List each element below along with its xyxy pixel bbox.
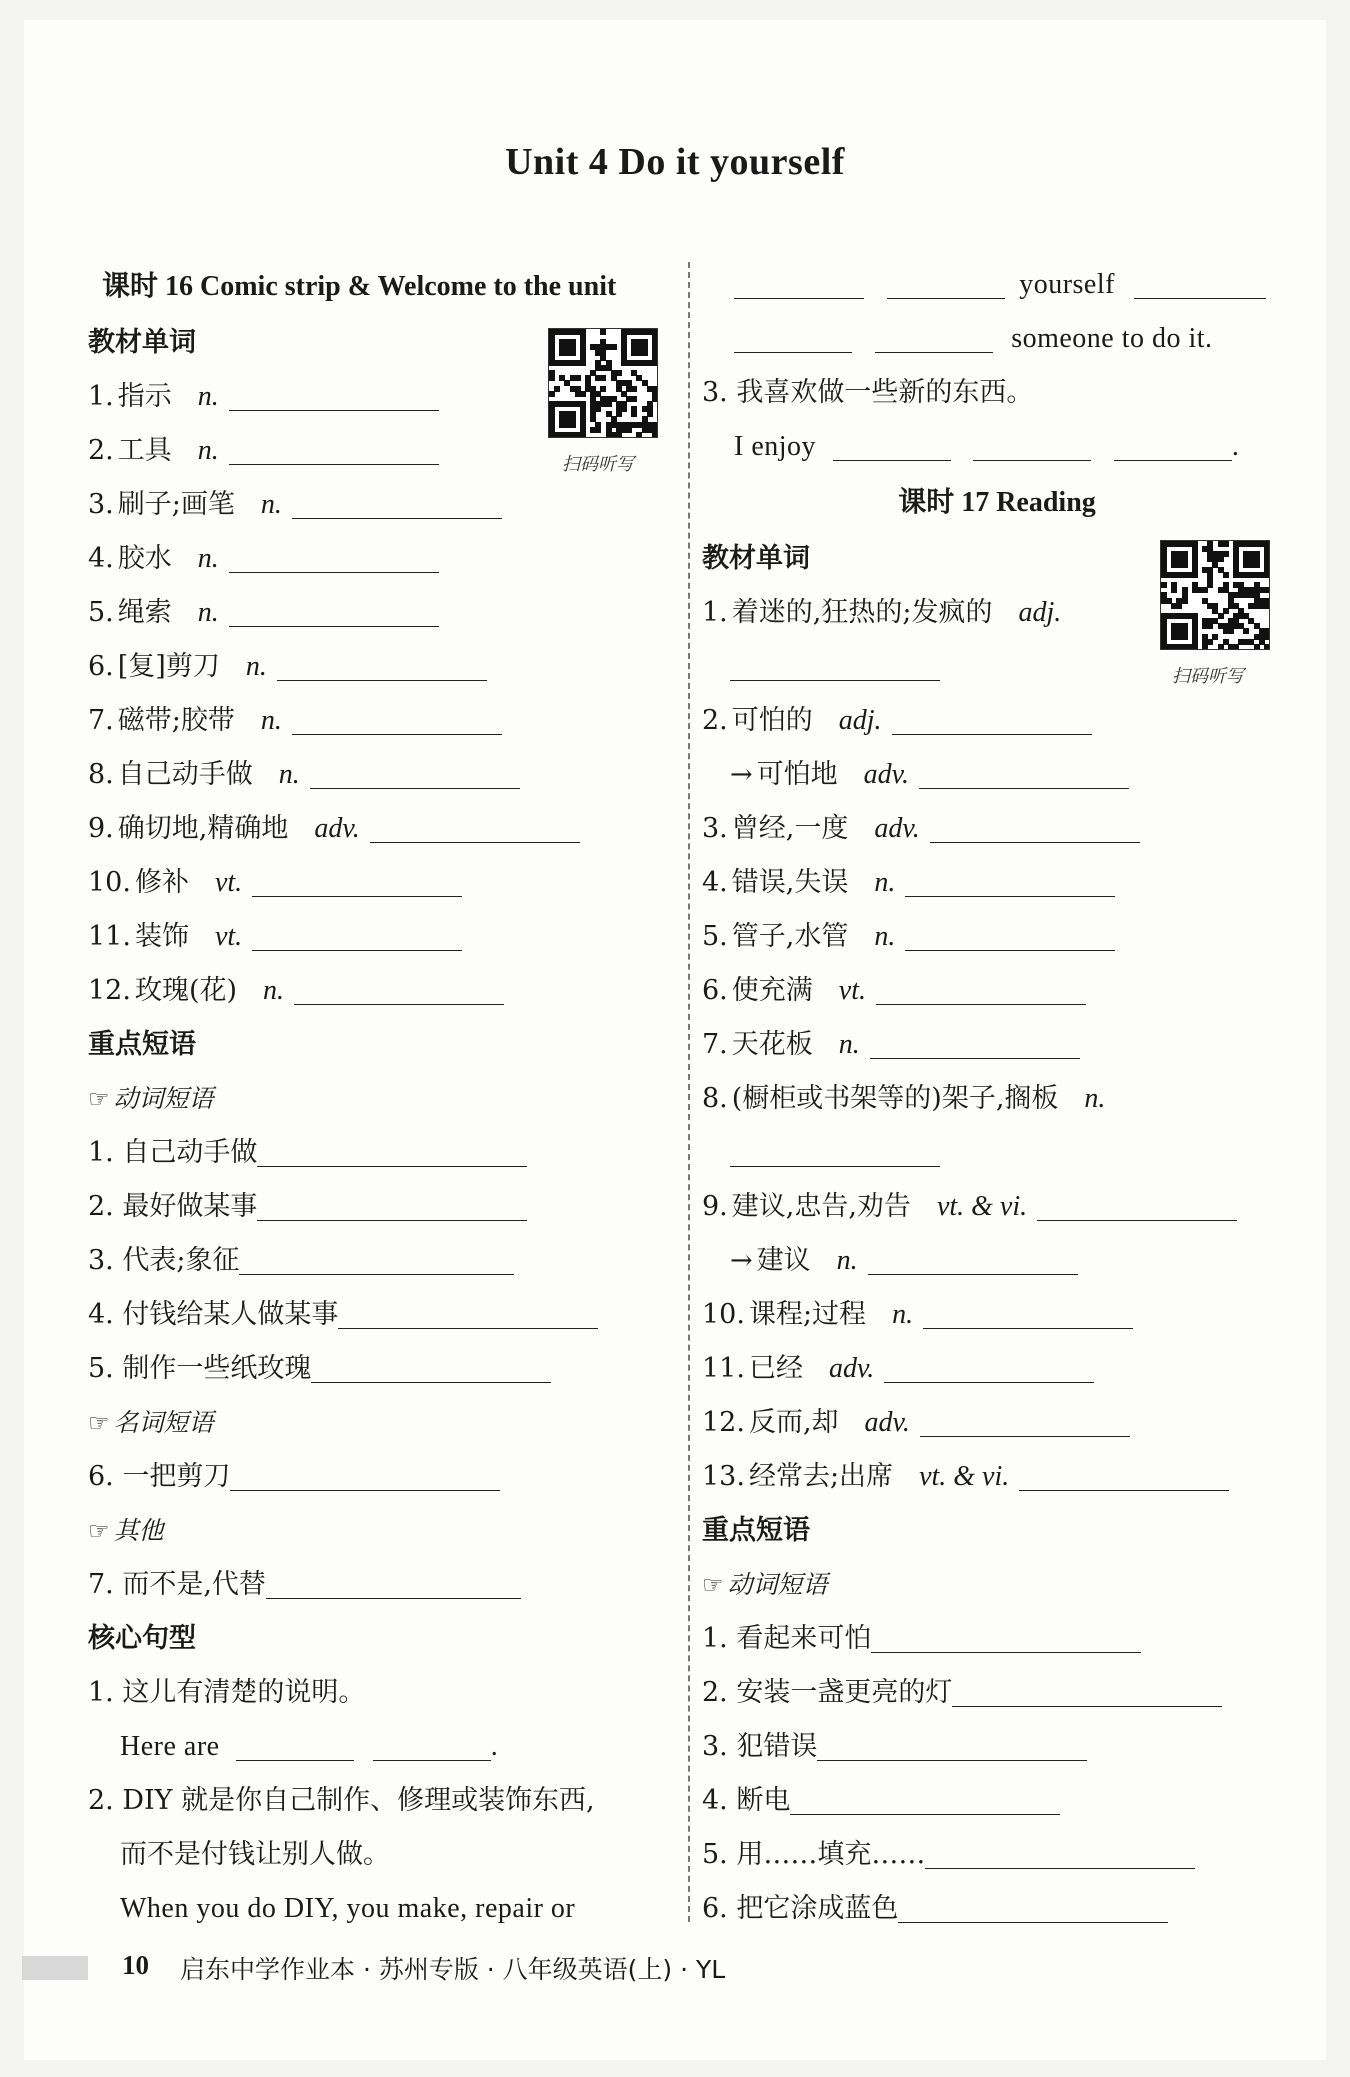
answer-blank[interactable] [923, 1327, 1133, 1329]
phrase-item [702, 1612, 1292, 1666]
item-number: 11. [702, 1353, 745, 1384]
item-chinese: 建议,忠告,劝告 [731, 1191, 911, 1222]
item-chinese: 错误,失误 [731, 867, 849, 898]
answer-blank[interactable] [239, 1273, 514, 1275]
word-item [702, 964, 1292, 1018]
page-number: 10 [122, 1950, 149, 1980]
subsection-verb-phrases: ☞ 动词短语 [88, 1084, 214, 1113]
answer-blank[interactable] [905, 895, 1115, 897]
answer-blank[interactable] [229, 409, 439, 411]
left-verb-phrase-list [88, 1126, 678, 1396]
phrase-item [88, 1558, 678, 1612]
item-chinese: 已经 [748, 1353, 803, 1384]
item-chinese: 天花板 [731, 1029, 813, 1060]
answer-blank[interactable] [734, 297, 864, 299]
item-number: 1. [702, 597, 728, 628]
part-of-speech: vt. [214, 867, 243, 898]
answer-blank[interactable] [730, 1165, 940, 1167]
item-number: → [730, 1245, 753, 1276]
word-item [88, 748, 678, 802]
unit-title: Unit 4 Do it yourself [505, 141, 845, 183]
part-of-speech: adv. [314, 813, 360, 844]
answer-blank[interactable] [930, 841, 1140, 843]
answer-blank[interactable] [1037, 1219, 1237, 1221]
answer-blank[interactable] [1134, 297, 1266, 299]
subsection-other-phrases: ☞ 其他 [88, 1516, 164, 1545]
answer-blank[interactable] [1114, 459, 1232, 461]
pointing-hand-icon: ☞ [88, 1517, 110, 1545]
phrase-text: 6. 把它涂成蓝色 [702, 1893, 899, 1924]
item-chinese: 反而,却 [748, 1407, 839, 1438]
item-chinese: [复]剪刀 [117, 651, 220, 682]
phrase-item [88, 1126, 678, 1180]
word-item [88, 802, 678, 856]
item-chinese: 课程;过程 [748, 1299, 867, 1330]
answer-blank[interactable] [734, 351, 852, 353]
part-of-speech: n. [245, 651, 267, 682]
qr-caption: 扫码听写 [1172, 666, 1244, 687]
item-number: 8. [702, 1083, 728, 1114]
item-number: 7. [702, 1029, 728, 1060]
phrase-text: 6. 一把剪刀 [88, 1461, 231, 1492]
item-chinese: 工具 [117, 435, 172, 466]
lesson-17-heading: 课时 17 Reading [898, 487, 1096, 518]
subsection-verb-phrases-17: ☞ 动词短语 [702, 1570, 828, 1599]
item-number: 5. [702, 921, 728, 952]
answer-blank[interactable] [887, 297, 1005, 299]
answer-blank[interactable] [236, 1759, 354, 1761]
part-of-speech: vt. [214, 921, 243, 952]
phrase-text: 4. 断电 [702, 1785, 791, 1816]
item-number: 9. [702, 1191, 728, 1222]
part-of-speech: n. [260, 489, 282, 520]
word-item [702, 1180, 1292, 1234]
answer-blank[interactable] [920, 1435, 1130, 1437]
answer-blank[interactable] [373, 1759, 491, 1761]
word-item [702, 856, 1292, 910]
book-title: 启东中学作业本 · 苏州专版 · 八年级英语(上) · YL [180, 1955, 726, 1984]
part-of-speech: n. [260, 705, 282, 736]
answer-blank[interactable] [294, 1003, 504, 1005]
answer-blank[interactable] [952, 1705, 1222, 1707]
answer-blank[interactable] [252, 895, 462, 897]
word-item [702, 1450, 1292, 1504]
item-number: 4. [88, 543, 114, 574]
sentence-2-cn-b: 而不是付钱让别人做。 [120, 1839, 390, 1870]
answer-blank[interactable] [870, 1057, 1080, 1059]
phrase-item [88, 1288, 678, 1342]
part-of-speech: n. [874, 921, 896, 952]
sentence-1-cn: 1. 这儿有清楚的说明。 [88, 1677, 366, 1708]
section-sentences-heading: 核心句型 [88, 1623, 196, 1654]
part-of-speech: adj. [838, 705, 882, 736]
item-number: → [730, 759, 753, 790]
sentence-2-en-c: someone to do it. [702, 312, 1292, 366]
phrase-item [88, 1342, 678, 1396]
answer-blank[interactable] [898, 1921, 1168, 1923]
item-chinese: 可怕的 [731, 705, 813, 736]
word-item [702, 694, 1292, 748]
phrase-text: 3. 犯错误 [702, 1731, 818, 1762]
item-chinese: 曾经,一度 [731, 813, 849, 844]
answer-blank[interactable] [229, 625, 439, 627]
page-footer [0, 1950, 1350, 1994]
item-chinese: 刷子;画笔 [117, 489, 235, 520]
answer-blank[interactable] [730, 679, 940, 681]
answer-blank[interactable] [892, 733, 1092, 735]
item-chinese: 胶水 [117, 543, 172, 574]
item-number: 4. [702, 867, 728, 898]
lesson-16-heading: 课时 16 Comic strip & Welcome to the unit [102, 271, 617, 302]
item-chinese: 玫瑰(花) [134, 975, 238, 1006]
item-chinese: 指示 [117, 381, 172, 412]
sentence-2-en-a: When you do DIY, you make, repair or [120, 1893, 576, 1924]
phrase-text: 1. 看起来可怕 [702, 1623, 872, 1654]
item-chinese: 确切地,精确地 [117, 813, 289, 844]
answer-blank[interactable] [370, 841, 580, 843]
part-of-speech: vt. & vi. [936, 1191, 1028, 1222]
phrase-text: 5. 制作一些纸玫瑰 [88, 1353, 312, 1384]
word-item [88, 586, 678, 640]
answer-blank[interactable] [973, 459, 1091, 461]
part-of-speech: adv. [874, 813, 920, 844]
part-of-speech: n. [197, 597, 219, 628]
sentence-1-en: Here are . [120, 1731, 499, 1762]
item-number: 2. [702, 705, 728, 736]
item-number: 12. [702, 1407, 745, 1438]
pointing-hand-icon: ☞ [88, 1409, 110, 1437]
item-number: 10. [88, 867, 131, 898]
part-of-speech: vt. & vi. [919, 1461, 1010, 1492]
item-chinese: 磁带;胶带 [117, 705, 235, 736]
word-item [88, 856, 678, 910]
item-number: 3. [88, 489, 114, 520]
answer-blank[interactable] [925, 1867, 1195, 1869]
item-chinese: 管子,水管 [731, 921, 849, 952]
answer-blank[interactable] [311, 1381, 551, 1383]
column-divider [688, 262, 690, 1922]
phrase-item [88, 1450, 678, 1504]
pointing-hand-icon: ☞ [88, 1085, 110, 1113]
part-of-speech: adv. [863, 759, 909, 790]
item-number: 1. [88, 381, 114, 412]
answer-blank[interactable] [875, 351, 993, 353]
word-item [88, 910, 678, 964]
item-number: 13. [702, 1461, 745, 1492]
item-number: 7. [88, 705, 114, 736]
answer-blank[interactable] [310, 787, 520, 789]
sentence-3-cn: 3. 我喜欢做一些新的东西。 [702, 377, 1034, 408]
phrase-text: 5. 用……填充…… [702, 1839, 926, 1870]
left-column [88, 258, 678, 1936]
phrase-text: 2. 最好做某事 [88, 1191, 258, 1222]
item-number: 6. [702, 975, 728, 1006]
part-of-speech: n. [892, 1299, 914, 1330]
part-of-speech: n. [197, 435, 219, 466]
phrase-text: 3. 代表;象征 [88, 1245, 240, 1276]
footer-decoration [22, 1956, 88, 1980]
part-of-speech: n. [836, 1245, 858, 1276]
sentence-2-cn-a: 2. DIY 就是你自己制作、修理或装饰东西, [88, 1785, 595, 1816]
item-number: 12. [88, 975, 131, 1006]
answer-blank[interactable] [884, 1381, 1094, 1383]
left-other-phrase-list [88, 1558, 678, 1612]
section-phrases-heading: 重点短语 [88, 1029, 196, 1060]
answer-blank[interactable] [1019, 1489, 1229, 1491]
sentence-2-en-b: yourself [702, 258, 1292, 312]
item-chinese: 建议 [756, 1245, 811, 1276]
sentence-3-en: I enjoy . [734, 431, 1240, 462]
word-item [88, 640, 678, 694]
part-of-speech: n. [838, 1029, 860, 1060]
item-number: 5. [88, 597, 114, 628]
answer-blank[interactable] [905, 949, 1115, 951]
right-column [702, 258, 1292, 1936]
item-chinese: 自己动手做 [117, 759, 253, 790]
answer-blank[interactable] [292, 733, 502, 735]
item-number: 6. [88, 651, 114, 682]
answer-blank[interactable] [868, 1273, 1078, 1275]
item-number: 8. [88, 759, 114, 790]
answer-blank[interactable] [257, 1219, 527, 1221]
part-of-speech: adv. [864, 1407, 910, 1438]
phrase-text: 1. 自己动手做 [88, 1137, 258, 1168]
answer-blank[interactable] [833, 459, 951, 461]
phrase-text: 4. 付钱给某人做某事 [88, 1299, 339, 1330]
pointing-hand-icon: ☞ [702, 1571, 724, 1599]
answer-blank[interactable] [876, 1003, 1086, 1005]
word-item [702, 1018, 1292, 1072]
part-of-speech: n. [263, 975, 285, 1006]
answer-blank[interactable] [277, 679, 487, 681]
item-chinese: 装饰 [134, 921, 189, 952]
word-item [88, 964, 678, 1018]
word-item [88, 478, 678, 532]
word-item-continuation [702, 1126, 1292, 1180]
item-chinese: 使充满 [731, 975, 813, 1006]
answer-blank[interactable] [229, 463, 439, 465]
word-item [702, 910, 1292, 964]
word-item [702, 1234, 1292, 1288]
qr-caption: 扫码听写 [562, 454, 634, 475]
item-chinese: (橱柜或书架等的)架子,搁板 [731, 1083, 1059, 1114]
part-of-speech: n. [197, 543, 219, 574]
section-phrases-heading-17: 重点短语 [702, 1515, 810, 1546]
subsection-noun-phrases: ☞ 名词短语 [88, 1408, 214, 1437]
answer-blank[interactable] [871, 1651, 1141, 1653]
phrase-text: 7. 而不是,代替 [88, 1569, 266, 1600]
part-of-speech: vt. [838, 975, 866, 1006]
qr-code-icon [548, 328, 658, 438]
item-number: 3. [702, 813, 728, 844]
word-item [702, 1342, 1292, 1396]
answer-blank[interactable] [266, 1597, 521, 1599]
right-word-list [702, 586, 1292, 1504]
answer-blank[interactable] [919, 787, 1129, 789]
phrase-item [88, 1180, 678, 1234]
answer-blank[interactable] [338, 1327, 598, 1329]
phrase-item [702, 1666, 1292, 1720]
answer-blank[interactable] [252, 949, 462, 951]
part-of-speech: n. [197, 381, 219, 412]
word-item [702, 748, 1292, 802]
section-words-heading: 教材单词 [88, 327, 196, 358]
item-chinese: 经常去;出席 [748, 1461, 894, 1492]
part-of-speech: n. [278, 759, 300, 790]
part-of-speech: n. [1084, 1083, 1106, 1114]
answer-blank[interactable] [817, 1759, 1087, 1761]
part-of-speech: adj. [1018, 597, 1062, 628]
word-item [702, 1288, 1292, 1342]
word-item [88, 694, 678, 748]
item-chinese: 着迷的,狂热的;发疯的 [731, 597, 993, 628]
section-words-heading-17: 教材单词 [702, 543, 810, 574]
phrase-item [702, 1774, 1292, 1828]
phrase-item [702, 1882, 1292, 1936]
word-item [88, 532, 678, 586]
word-item [702, 802, 1292, 856]
right-verb-phrase-list [702, 1612, 1292, 1936]
answer-blank[interactable] [229, 571, 439, 573]
qr-code-icon [1160, 540, 1270, 650]
phrase-item [88, 1234, 678, 1288]
phrase-item [702, 1828, 1292, 1882]
phrase-text: 2. 安装一盏更亮的灯 [702, 1677, 953, 1708]
item-number: 9. [88, 813, 114, 844]
item-number: 2. [88, 435, 114, 466]
left-noun-phrase-list [88, 1450, 678, 1504]
item-number: 10. [702, 1299, 745, 1330]
answer-blank[interactable] [230, 1489, 500, 1491]
item-number: 11. [88, 921, 131, 952]
answer-blank[interactable] [257, 1165, 527, 1167]
word-item [702, 1072, 1292, 1126]
answer-blank[interactable] [790, 1813, 1060, 1815]
part-of-speech: n. [874, 867, 896, 898]
part-of-speech: adv. [828, 1353, 875, 1384]
phrase-item [702, 1720, 1292, 1774]
item-chinese: 绳索 [117, 597, 172, 628]
item-chinese: 可怕地 [756, 759, 838, 790]
answer-blank[interactable] [292, 517, 502, 519]
item-chinese: 修补 [134, 867, 189, 898]
word-item [702, 1396, 1292, 1450]
